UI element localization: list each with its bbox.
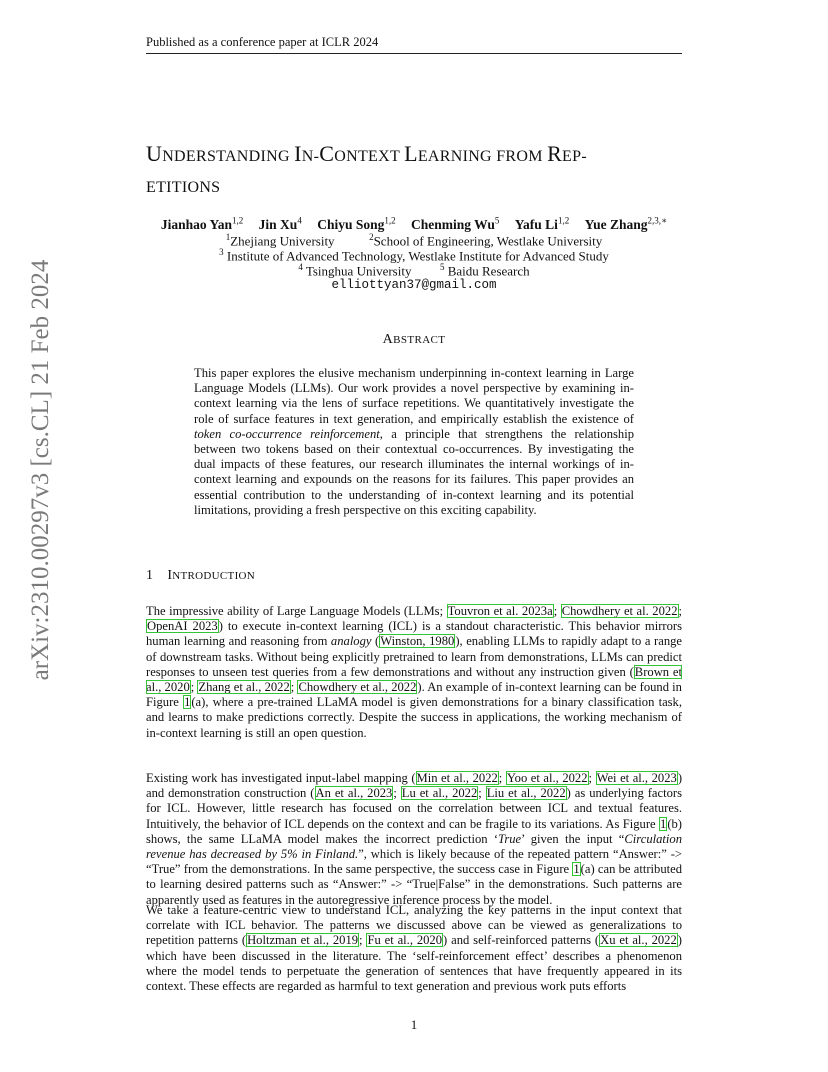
citation-link[interactable]: Chowdhery et al., 2022 bbox=[298, 680, 417, 695]
author: Yue Zhang$^{2,3,∗}$ bbox=[584, 215, 668, 232]
author: Jin Xu$^4$ bbox=[258, 215, 302, 232]
citation-link[interactable]: OpenAI 2023 bbox=[147, 619, 218, 634]
author: Jianhao Yan$^{1,2}$ bbox=[160, 215, 244, 232]
citation-link[interactable]: Xu et al., 2022 bbox=[600, 933, 677, 948]
abstract-text: This paper explores the elusive mechanism underpinning in-context learning in Large Language Models (LLMs). Our work provides a novel perspective by examining in-context learning via the lens of surface repetitions. We quantitatively investigate the role of surface features in text generation, and empirically establish the existence of token co-occurrence reinforcement, a principle that strengthens the relationship between two tokens based on their contextual co-occurrences. By investigating the dual impacts of these features, our research illuminates the internal workings of in-context learning and expounds on the reasons for its failures. This paper provides an essential contribution to the understanding of in-context learning and its potential limitations, providing a fresh perspective on this exciting capability. bbox=[194, 366, 634, 517]
arxiv-id: arXiv:2310.00297v3 [cs.CL] 21 Feb 2024 bbox=[27, 259, 54, 681]
citation-link[interactable]: Holtzman et al., 2019 bbox=[247, 933, 359, 948]
figure-link[interactable]: 1 bbox=[184, 695, 191, 710]
citation-link[interactable]: Liu et al., 2022 bbox=[486, 786, 566, 801]
citation-link[interactable]: Zhang et al., 2022 bbox=[198, 680, 290, 695]
header-rule bbox=[146, 53, 682, 54]
citation-link[interactable]: Fu et al., 2020 bbox=[367, 933, 443, 948]
affiliation-line-1: $^1$Zhejiang University $^2$School of Engineering, Westlake University bbox=[225, 232, 603, 249]
author-list bbox=[146, 215, 682, 233]
figure-link[interactable]: 1 bbox=[573, 862, 580, 877]
intro-paragraph-1: The impressive ability of Large Language Models (LLMs; Touvron et al. 2023a; Chowdhery et al. 2022; OpenAI 2023) to execute in-context learning (ICL) is a standout characteristic. This behavior mirrors human learning and reasoning from analogy (Winston, 1980), enabling LLMs to rapidly adapt to a range of downstream tasks. Without being explicitly pretrained to learn from demonstrations, LLMs can predict responses to unseen test queries from a few demonstrations and without any instruction given (Brown et al., 2020; Zhang et al., 2022; Chowdhery et al., 2022). An example of in-context learning can be found in Figure 1(a), where a pre-trained LLaMA model is given demonstrations for a binary classification task, and learns to make predictions correctly. Despite the success in applications, the working mechanism of in-context learning is still an open question. bbox=[146, 604, 683, 740]
citation-link[interactable]: Wei et al., 2023 bbox=[596, 771, 677, 785]
contact-email[interactable]: elliottyan37@gmail.com bbox=[331, 278, 497, 292]
author: Yafu Li$^{1,2}$ bbox=[514, 215, 570, 232]
abstract-heading: ABSTRACT bbox=[382, 332, 446, 347]
affiliation-line-2: $^3$ Institute of Advanced Technology, Westlake Institute for Advanced Study bbox=[219, 247, 609, 264]
running-head: Published as a conference paper at ICLR 2024 bbox=[146, 35, 379, 49]
affiliation-line-3: $^4$ Tsinghua University $^5$ Baidu Research bbox=[298, 262, 530, 279]
author: Chiyu Song$^{1,2}$ bbox=[317, 215, 396, 232]
intro-paragraph-2: Existing work has investigated input-label mapping (Min et al., 2022; Yoo et al., 2022; Wei et al., 2023) and demonstration construction (An et al., 2023; Lu et al., 2022; Liu et al., 2022) as underlying factors for ICL. However, little research has focused on the correlation between ICL and textual features. Intuitively, the behavior of ICL depends on the context and can be fragile to its variations. As Figure 1(b) shows, the same LLaMA model makes the incorrect prediction ‘True’ given the input “Circulation revenue has decreased by 5% in Finland.”, which is likely because of the repeated pattern “Answer:” -> “True” from the demonstrations. In the same perspective, the success case in Figure 1(a) can be attributed to learning desired patterns such as “Answer:” -> “True|False” in the demonstrations. Such patterns are apparently used as features in the autoregressive inference process by the model. bbox=[146, 771, 683, 907]
section-heading: 1 INTRODUCTION bbox=[146, 568, 256, 583]
citation-link[interactable]: Min et al., 2022 bbox=[416, 771, 498, 785]
citation-link[interactable]: Brown et al., 2020 bbox=[146, 664, 682, 695]
citation-link[interactable]: An et al., 2023 bbox=[315, 786, 393, 801]
figure-link[interactable]: 1 bbox=[660, 816, 667, 831]
citation-link[interactable]: Chowdhery et al. 2022 bbox=[561, 604, 678, 618]
citation-link[interactable]: Touvron et al. 2023a bbox=[447, 604, 553, 618]
page-number: 1 bbox=[410, 1017, 418, 1032]
paper-title: UNDERSTANDING IN-CONTEXT LEARNING FROM REP- ETITIONS bbox=[146, 141, 587, 196]
citation-link[interactable]: Lu et al., 2022 bbox=[401, 786, 478, 801]
intro-paragraph-3: We take a feature-centric view to understand ICL, analyzing the key patterns in the input context that correlate with ICL behavior. The patterns we discussed above can be viewed as generalizations to repetition patterns (Holtzman et al., 2019; Fu et al., 2020) and self-reinforced patterns (Xu et al., 2022) which have been discussed in the literature. The ‘self-reinforcement effect’ describes a phenomenon where the model tends to perpetuate the generation of sentences that have frequently appeared in its context. These effects are regarded as harmful to text generation and previous work puts efforts bbox=[146, 903, 682, 994]
citation-link[interactable]: Winston, 1980 bbox=[380, 634, 455, 649]
citation-link[interactable]: Yoo et al., 2022 bbox=[506, 771, 588, 785]
arxiv-stamp bbox=[18, 259, 60, 681]
author: Chenming Wu$^5$ bbox=[411, 215, 500, 232]
